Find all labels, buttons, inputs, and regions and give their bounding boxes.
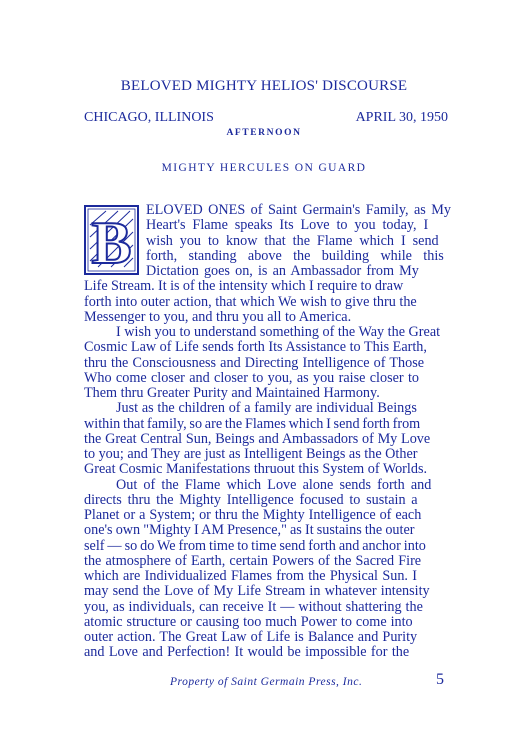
date: APRIL 30, 1950 [355,110,448,125]
text-line: may send the Love of My Life Stream in whatever intensity [84,583,430,600]
decorative-dropcap [84,205,139,275]
text-line: to you; and They are just as Intelligent Beings as the Other [84,446,418,462]
text-line: Dictation goes on, is an Ambassador from My [146,263,419,279]
text-line: Great Cosmic Manifestations thruout this System of Worlds. [84,461,428,478]
discourse-title: BELOVED MIGHTY HELIOS' DISCOURSE [120,78,408,94]
text-line: and Love and Perfection! It would be impossible for the [84,644,410,661]
text-line: forth, standing above the building while this [146,247,444,264]
text-line: outer action. The Great Law of Life is Balance and Purity [84,629,418,645]
text-line: self — so do We from time to time send forth and anchor into [84,537,426,554]
text-line: directs thru the Mighty Intelligence focused to sustain a [84,491,418,508]
publisher-footer: Property of Saint Germain Press, Inc. [170,676,363,688]
text-line: the Great Central Sun, Beings and Ambassadors of My Love [84,430,431,447]
text-line: which are Individualized Flames from the Physical Sun. I [84,568,418,584]
text-line: Who come closer and closer to you, as you raise closer to [84,369,420,386]
text-line: the atmosphere of Earth, certain Powers of the Sacred Fire [84,552,422,569]
text-line: Planet or a System; or thru the Mighty Intelligence of each [84,507,422,523]
text-line: wish you to know that the Flame which I send [146,232,439,249]
text-line: within that family, so are the Flames which I send forth from [84,415,421,432]
text-line: Cosmic Law of Life sends forth Its Assistance to This Earth, [84,339,427,356]
text-line: Out of the Flame which Love alone sends forth and [116,476,432,493]
text-line: Just as the children of a family are individual Beings [116,400,417,417]
text-line: Messenger to you, and thru you all to America. [84,308,352,325]
page-number: 5 [436,671,444,688]
discourse-subtitle: MIGHTY HERCULES ON GUARD [161,162,367,174]
time-of-day: AFTERNOON [226,128,302,138]
text-line: Them thru Greater Purity and Maintained Harmony. [84,385,380,401]
text-line: ELOVED ONES of Saint Germain's Family, as My [146,202,451,218]
text-line: one's own "Mighty I AM Presence," as It sustains the outer [84,522,415,539]
text-line: Life Stream. It is of the intensity which I require to draw [84,278,404,295]
text-line: atomic structure or causing too much Power to come into [84,613,413,630]
text-line: forth into outer action, that which We wish to give thru the [84,293,417,310]
text-line: thru the Consciousness and Directing Intelligence of Those [84,354,425,371]
text-line: you, as individuals, can receive It — without shattering the [84,598,423,615]
location: CHICAGO, ILLINOIS [84,110,214,125]
text-line: I wish you to understand something of the Way the Great [116,324,441,340]
text-line: Heart's Flame speaks Its Love to you today, I [146,217,429,234]
dropcap-letter: B [91,210,132,275]
